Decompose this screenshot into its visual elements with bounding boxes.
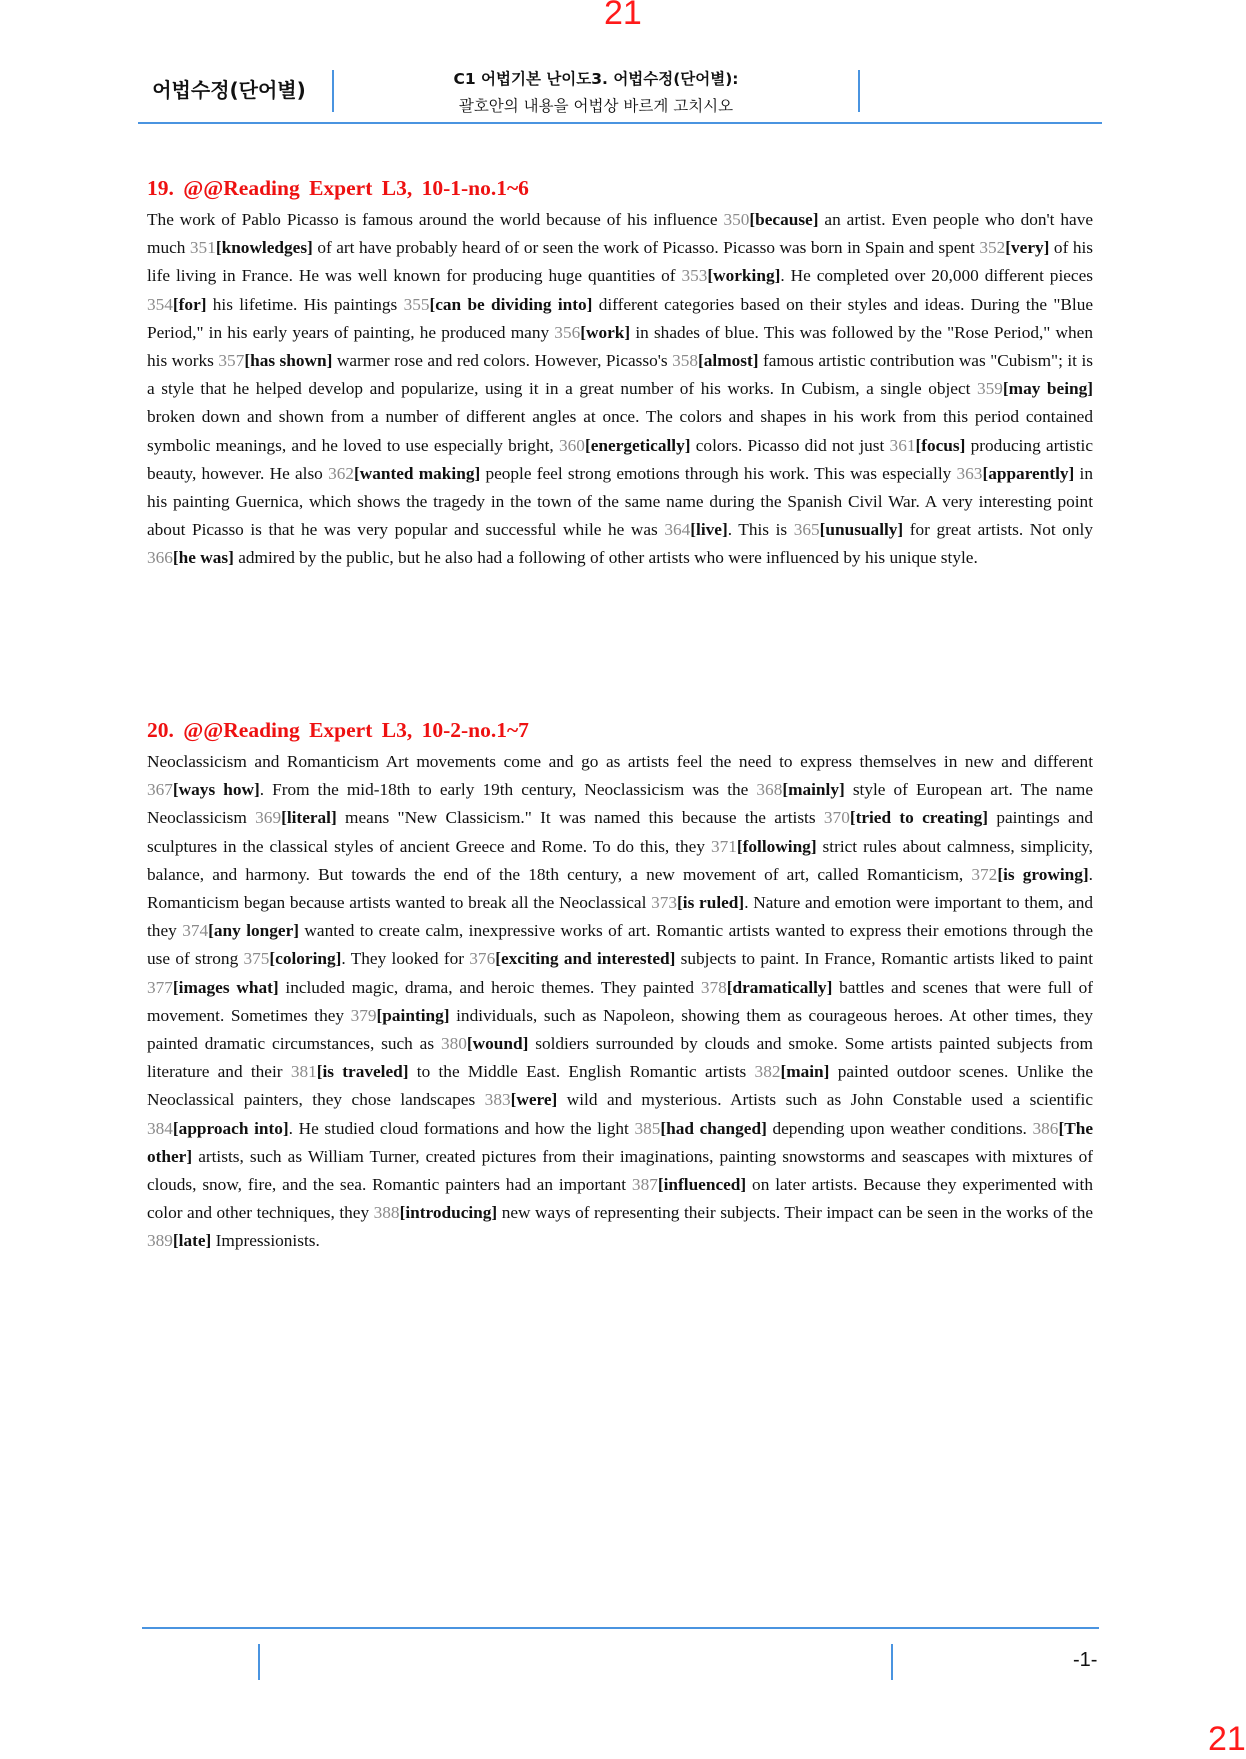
- passage-text: . Romanticism began because artists wanted to break all the Neoclassical: [147, 864, 1093, 913]
- passage-text: different categories based on their styles and ideas. During the "Blue Period," in his early years of painting, he produced many: [147, 294, 1094, 342]
- passage-text: subjects to paint. In France, Romantic artists liked to paint: [675, 949, 1093, 969]
- passage-text: on later artists. Because they experimented with color and other techniques, they: [147, 1175, 1094, 1223]
- header-rule: [138, 122, 1102, 124]
- passage-text: The work of Pablo Picasso is famous around the world because of his influence: [147, 210, 724, 229]
- header-title: 어법수정(단어별): [152, 78, 306, 102]
- bracketed-blank: [very]: [1005, 238, 1050, 258]
- passage-text: admired by the public, but he also had a following of other artists who were influenced by his unique style.: [233, 548, 978, 568]
- exercise-title: 20. @@Reading Expert L3, 10-2-no.1~7: [147, 718, 529, 742]
- passage-text: strict rules about calmness, simplicity, balance, and harmony. But towards the end of the 18th century, a new movement of art, called Romanticism,: [147, 836, 1093, 884]
- passage-text: new ways of representing their subjects. Their impact can be seen in the works of the: [497, 1203, 1094, 1223]
- question-number: 354: [147, 294, 173, 314]
- passage-text: wild and mysterious. Artists such as John Constable used a scientific: [557, 1090, 1093, 1110]
- question-number: 355: [403, 294, 430, 314]
- bracketed-blank: [live]: [690, 520, 728, 540]
- footer-divider-left: [258, 1644, 260, 1680]
- bracketed-blank: [painting]: [376, 1005, 450, 1025]
- question-number: 388: [373, 1203, 400, 1223]
- bracketed-blank: [almost]: [698, 351, 759, 371]
- passage-text: for great artists. Not only: [903, 520, 1093, 540]
- bracketed-blank: [mainly]: [782, 780, 845, 800]
- passage-text: colors. Picasso did not just: [690, 435, 890, 455]
- passage-text: to the Middle East. English Romantic artists: [408, 1062, 755, 1082]
- question-number: 385: [634, 1118, 661, 1138]
- question-number: 358: [672, 351, 699, 371]
- question-number: 381: [290, 1062, 317, 1082]
- question-number: 372: [971, 864, 998, 884]
- bracketed-blank: [is ruled]: [677, 893, 745, 913]
- passage-text: included magic, drama, and heroic themes. They painted: [278, 977, 701, 997]
- question-number: 357: [218, 351, 245, 371]
- bracketed-blank: [knowledges]: [215, 238, 313, 258]
- question-number: 373: [651, 893, 678, 913]
- bracketed-blank: [influenced]: [657, 1175, 747, 1195]
- passage-text: . From the mid-18th to early 19th century, Neoclassicism was the: [259, 780, 757, 800]
- page-number-bottom: 21: [1208, 1720, 1246, 1758]
- footer-page-label: -1-: [1073, 1649, 1098, 1671]
- question-number: 356: [554, 322, 581, 342]
- bracketed-blank: [energetically]: [584, 435, 691, 455]
- exercise-title: 19. @@Reading Expert L3, 10-1-no.1~6: [147, 176, 529, 200]
- question-number: 352: [979, 238, 1006, 258]
- bracketed-blank: [ways how]: [172, 780, 260, 800]
- question-number: 350: [723, 210, 750, 229]
- passage-text: in shades of blue. This was followed by the "Rose Period," when his works: [147, 322, 1093, 371]
- bracketed-blank: [has shown]: [244, 351, 333, 371]
- bracketed-blank: [images what]: [172, 977, 279, 997]
- question-number: 362: [328, 463, 354, 483]
- passage-text: individuals, such as Napoleon, showing them as courageous heroes. At other times, they painted dramatic circumstances, such as: [147, 1005, 1093, 1054]
- bracketed-blank: [can be dividing into]: [429, 294, 593, 314]
- question-number: 379: [350, 1005, 377, 1025]
- passage-text: . Nature and emotion were important to them, and they: [147, 893, 1093, 941]
- question-number: 366: [147, 548, 173, 568]
- question-number: 382: [754, 1062, 781, 1082]
- passage-text: an artist. Even people who don't have much: [147, 210, 1094, 258]
- passage-text: wanted to create calm, inexpressive works of art. Romantic artists wanted to express their emotions through the use of strong: [147, 921, 1093, 969]
- header-divider-right: [858, 70, 860, 112]
- passage-text: his lifetime. His paintings: [206, 294, 404, 314]
- question-number: 361: [889, 435, 916, 455]
- page-number-top: 21: [604, 0, 642, 32]
- bracketed-blank: [unusually]: [819, 520, 904, 540]
- passage-text: . They looked for: [341, 949, 470, 969]
- question-number: 367: [147, 780, 173, 800]
- passage-text: style of European art. The name Neoclassicism: [147, 780, 1093, 828]
- bracketed-blank: [is growing]: [997, 864, 1089, 884]
- question-number: 383: [484, 1090, 511, 1110]
- bracketed-blank: [for]: [172, 294, 207, 314]
- passage-text: in his painting Guernica, which shows the tragedy in the town of the same name during the Spanish Civil War. A very interesting point about Picasso is that he was very popular and successful while he was: [147, 463, 1093, 540]
- bracketed-blank: [dramatically]: [726, 977, 833, 997]
- passage-text: depending upon weather conditions.: [766, 1118, 1033, 1138]
- passage-text: paintings and sculptures in the classical styles of ancient Greece and Rome. To do this, they: [147, 808, 1093, 856]
- passage-text: famous artistic contribution was "Cubism"; it is a style that he helped develop and popularize, using it in a great number of his works. In Cubism, a single object: [147, 351, 1093, 399]
- question-number: 371: [710, 836, 737, 856]
- header-instruction-line2: 괄호안의 내용을 어법상 바르게 고치시오: [458, 97, 734, 115]
- bracketed-blank: [were]: [510, 1090, 558, 1110]
- bracketed-blank: [introducing]: [399, 1203, 498, 1223]
- question-number: 359: [977, 379, 1003, 399]
- bracketed-blank: [coloring]: [269, 949, 342, 969]
- bracketed-blank: [focus]: [915, 435, 966, 455]
- question-number: 364: [664, 520, 691, 540]
- passage-text: means "New Classicism." It was named this because the artists: [336, 808, 824, 828]
- bracketed-blank: [literal]: [281, 808, 337, 828]
- bracketed-blank: [exciting and interested]: [495, 949, 676, 969]
- bracketed-blank: [following]: [736, 836, 817, 856]
- question-number: 369: [255, 808, 282, 828]
- bracketed-blank: [late]: [172, 1231, 212, 1251]
- bracketed-blank: [wound]: [466, 1034, 529, 1054]
- passage-text: painted outdoor scenes. Unlike the Neoclassical painters, they chose landscapes: [147, 1062, 1094, 1110]
- passage-text: Impressionists.: [211, 1231, 320, 1251]
- question-number: 363: [956, 463, 983, 483]
- question-number: 351: [189, 238, 216, 258]
- passage-text: . This is: [727, 520, 794, 540]
- passage-text: of art have probably heard of or seen the work of Picasso. Picasso was born in Spain and spent: [312, 238, 980, 258]
- footer-divider-right: [891, 1644, 893, 1680]
- passage-text: producing artistic beauty, however. He also: [147, 435, 1093, 483]
- bracketed-blank: [tried to creating]: [849, 808, 989, 828]
- passage-text: . He studied cloud formations and how the light: [288, 1118, 635, 1138]
- bracketed-blank: [work]: [580, 322, 631, 342]
- question-number: 353: [681, 266, 708, 286]
- question-number: 370: [823, 808, 850, 828]
- question-number: 368: [756, 780, 783, 800]
- bracketed-blank: [had changed]: [660, 1118, 767, 1138]
- question-number: 380: [440, 1034, 467, 1054]
- question-number: 375: [243, 949, 270, 969]
- bracketed-blank: [apparently]: [982, 463, 1075, 483]
- header-divider-left: [332, 70, 334, 112]
- bracketed-blank: [he was]: [172, 548, 234, 568]
- footer-rule: [142, 1627, 1099, 1629]
- question-number: 386: [1032, 1118, 1059, 1138]
- bracketed-blank: [main]: [780, 1062, 830, 1082]
- header-instruction-line1: C1 어법기본 난이도3. 어법수정(단어별):: [453, 70, 739, 88]
- question-number: 365: [793, 520, 820, 540]
- bracketed-blank: [is traveled]: [316, 1062, 409, 1082]
- exercise-section-19: [147, 173, 1093, 573]
- question-number: 377: [147, 977, 173, 997]
- bracketed-blank: [working]: [707, 266, 781, 286]
- bracketed-blank: [may being]: [1002, 379, 1093, 399]
- header-instructions: [336, 66, 856, 120]
- question-number: 374: [182, 921, 209, 941]
- question-number: 376: [469, 949, 496, 969]
- bracketed-blank: [because]: [749, 210, 819, 229]
- bracketed-blank: [The other]: [147, 1118, 1093, 1166]
- exercise-section-20: [147, 715, 1093, 1256]
- question-number: 389: [147, 1231, 173, 1251]
- passage-text: Neoclassicism and Romanticism Art movements come and go as artists feel the need to express themselves in new and different: [147, 752, 1093, 771]
- passage-text: soldiers surrounded by clouds and smoke. Some artists painted subjects from literature and their: [147, 1034, 1093, 1082]
- passage-text: broken down and shown from a number of different angles at once. The colors and shapes in his work from this period contained symbolic meanings, and he loved to use especially bright,: [147, 407, 1093, 455]
- exercise-passage: [147, 206, 1093, 573]
- exercise-passage: [147, 748, 1093, 1256]
- passage-text: battles and scenes that were full of movement. Sometimes they: [147, 977, 1093, 1025]
- question-number: 387: [631, 1175, 658, 1195]
- bracketed-blank: [any longer]: [208, 921, 299, 941]
- passage-text: people feel strong emotions through his work. This was especially: [480, 463, 957, 483]
- passage-text: of his life living in France. He was well known for producing huge quantities of: [147, 238, 1094, 286]
- question-number: 360: [559, 435, 585, 455]
- bracketed-blank: [wanted making]: [354, 463, 481, 483]
- passage-text: artists, such as William Turner, created pictures from their imaginations, painting snowstorms and seascapes with mixtures of clouds, snow, fire, and the sea. Romantic painters had an important: [147, 1146, 1093, 1195]
- passage-text: . He completed over 20,000 different pieces: [780, 266, 1093, 286]
- question-number: 378: [700, 977, 727, 997]
- bracketed-blank: [approach into]: [172, 1118, 289, 1138]
- question-number: 384: [147, 1118, 173, 1138]
- passage-text: warmer rose and red colors. However, Picasso's: [332, 351, 673, 371]
